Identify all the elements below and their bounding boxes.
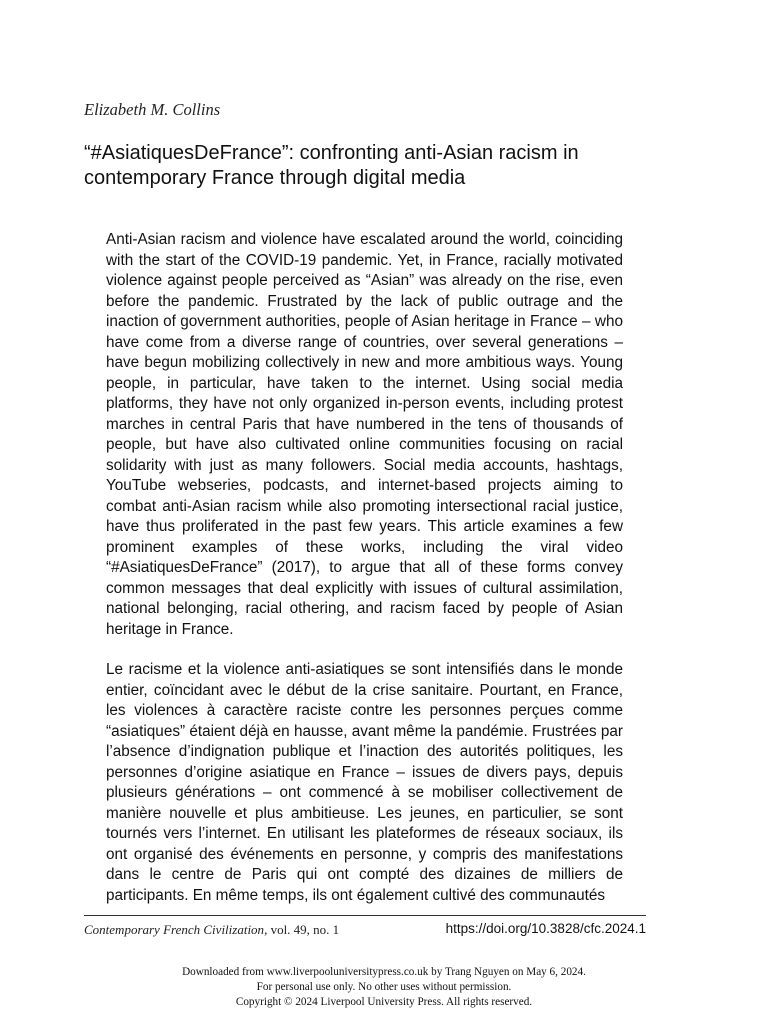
usage-notice-line: For personal use only. No other uses without permission. xyxy=(256,981,512,993)
journal-issue: , vol. 49, no. 1 xyxy=(264,922,340,937)
download-notice-line: Downloaded from www.liverpooluniversitypress.co.uk by Trang Nguyen on May 6, 2024. xyxy=(182,966,586,978)
footer-divider xyxy=(84,915,646,916)
copyright-line: Copyright © 2024 Liverpool University Press. All rights reserved. xyxy=(235,996,533,1008)
author-name: Elizabeth M. Collins xyxy=(84,100,221,119)
download-notice xyxy=(0,965,768,1010)
doi-link[interactable]: https://doi.org/10.3828/cfc.2024.1 xyxy=(445,921,646,936)
journal-name: Contemporary French Civilization xyxy=(84,922,265,937)
abstract-french: Le racisme et la violence anti-asiatiques se sont intensifiés dans le monde entier, coïncidant avec le début de la crise sanitaire. Pourtant, en France, les violences à caractère raciste contre les personnes perçues comme “asiatiques” étaient déjà en hausse, avant même la pandémie. Frustrées par l’absence d’indignation publique et l’inaction des autorités politiques, les personnes d’origine asiatique en France – issues de divers pays, depuis plusieurs générations – ont commencé à se mobiliser collectivement de manière nouvelle et plus ambitieuse. Les jeunes, en particulier, se sont tournés vers l’internet. En utilisant les plateformes de réseaux sociaux, ils ont organisé des événements en personne, y compris des manifestations dans le centre de Paris qui ont compté des dizaines de milliers de participants. En même temps, ils ont également cultivé des communautés xyxy=(106,661,623,904)
abstract-english: Anti-Asian racism and violence have escalated around the world, coinciding with the start of the COVID-19 pandemic. Yet, in France, racially motivated violence against people perceived as “Asian” was already on the rise, even before the pandemic. Frustrated by the lack of public outrage and the inaction of government authorities, people of Asian heritage in France – who have come from a diverse range of countries, over several generations – have begun mobilizing collectively in new and more ambitious ways. Young people, in particular, have taken to the internet. Using social media platforms, they have not only organized in-person events, including protest marches in central Paris that have numbered in the tens of thousands of people, but have also cultivated online communities focusing on racial solidarity with just as many followers. Social media accounts, hashtags, YouTube webseries, podcasts, and internet-based projects aiming to combat anti-Asian racism while also promoting intersectional racial justice, have thus proliferated in the past few years. This article examines a few prominent examples of these works, including the viral video “#AsiatiquesDeFrance” (2017), to argue that all of these forms convey common messages that deal explicitly with issues of cultural assimilation, national belonging, racial othering, and racism faced by people of Asian heritage in France. xyxy=(106,231,623,638)
journal-citation xyxy=(84,922,339,938)
article-title: “#AsiatiquesDeFrance”: confronting anti-Asian racism in contemporary France through digital media xyxy=(84,142,579,189)
